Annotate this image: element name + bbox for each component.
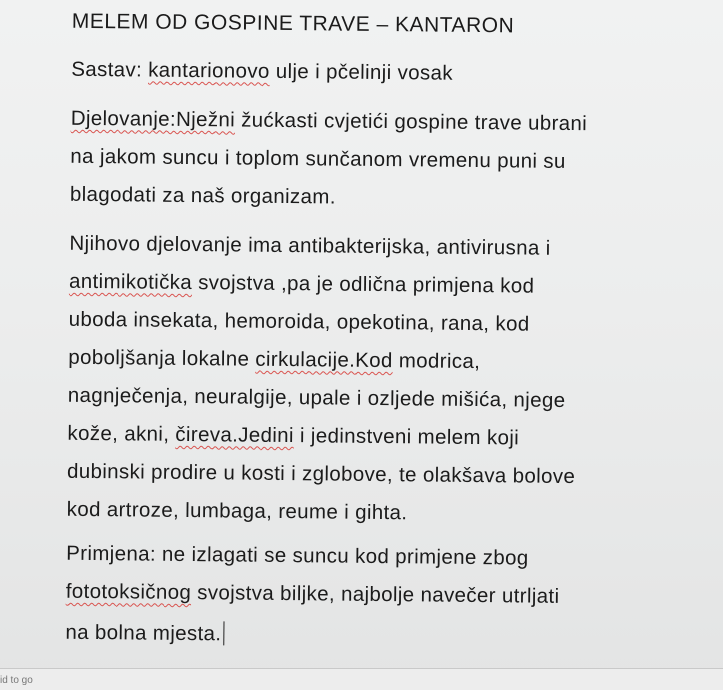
status-bar: [0, 668, 723, 690]
sastav-paragraph: [71, 57, 454, 85]
njihovo-text: i jedinstveni melem koji: [293, 424, 520, 450]
njihovo-line-5: nagnječenja, neuralgije, upale i ozljede mišića, njege: [67, 383, 566, 412]
document-title: MELEM OD GOSPINE TRAVE – KANTARON: [71, 9, 515, 38]
misspelled-word: cirkulacije.Kod: [255, 347, 393, 373]
misspelled-word: kantarionovo: [148, 58, 270, 83]
njihovo-line-1: Njihovo djelovanje ima antibakterijska, antivirusna i: [69, 231, 551, 260]
djelovanje-line-3: blagodati za naš organizam.: [69, 182, 336, 209]
njihovo-line-8: kod artroze, lumbaga, reume i gihta.: [66, 497, 408, 525]
njihovo-text: kože, akni,: [67, 421, 176, 446]
misspelled-word: fototoksičnog: [65, 579, 192, 605]
sastav-text: ulje i pčelinji vosak: [269, 59, 454, 85]
njihovo-text: modrica,: [392, 349, 481, 374]
njihovo-text: poboljšanja lokalne: [68, 345, 256, 371]
djelovanje-text: žućkasti cvjetići gospine trave ubrani: [234, 108, 588, 136]
text-cursor: [223, 621, 224, 645]
misspelled-word: Djelovanje:Nježni: [70, 106, 236, 132]
njihovo-line-4: [68, 345, 481, 374]
primjena-line-2: [65, 579, 560, 608]
njihovo-line-3: uboda insekata, hemoroida, opekotina, rana, kod: [68, 307, 530, 336]
djelovanje-line-2: na jakom suncu i toplom sunčanom vremenu puni su: [70, 144, 566, 173]
primjena-line-3: [65, 620, 224, 646]
primjena-line-1: Primjena: ne izlagati se suncu kod primjene zbog: [66, 541, 529, 570]
njihovo-text: svojstva ,pa je odlična primjena kod: [191, 271, 535, 298]
misspelled-word: čireva.Jedini: [175, 422, 294, 448]
njihovo-line-6: [67, 421, 520, 450]
primjena-text: svojstva biljke, najbolje navečer utrljati: [191, 581, 560, 608]
primjena-text: na bolna mjesta.: [65, 620, 222, 646]
sastav-label: Sastav:: [71, 57, 149, 82]
misspelled-word: antimikotička: [68, 269, 193, 295]
njihovo-line-2: [68, 269, 535, 298]
djelovanje-line-1: [70, 106, 588, 136]
njihovo-line-7: dubinski prodire u kosti i zglobove, te olakšava bolove: [66, 459, 576, 489]
status-text: id to go: [0, 675, 33, 686]
